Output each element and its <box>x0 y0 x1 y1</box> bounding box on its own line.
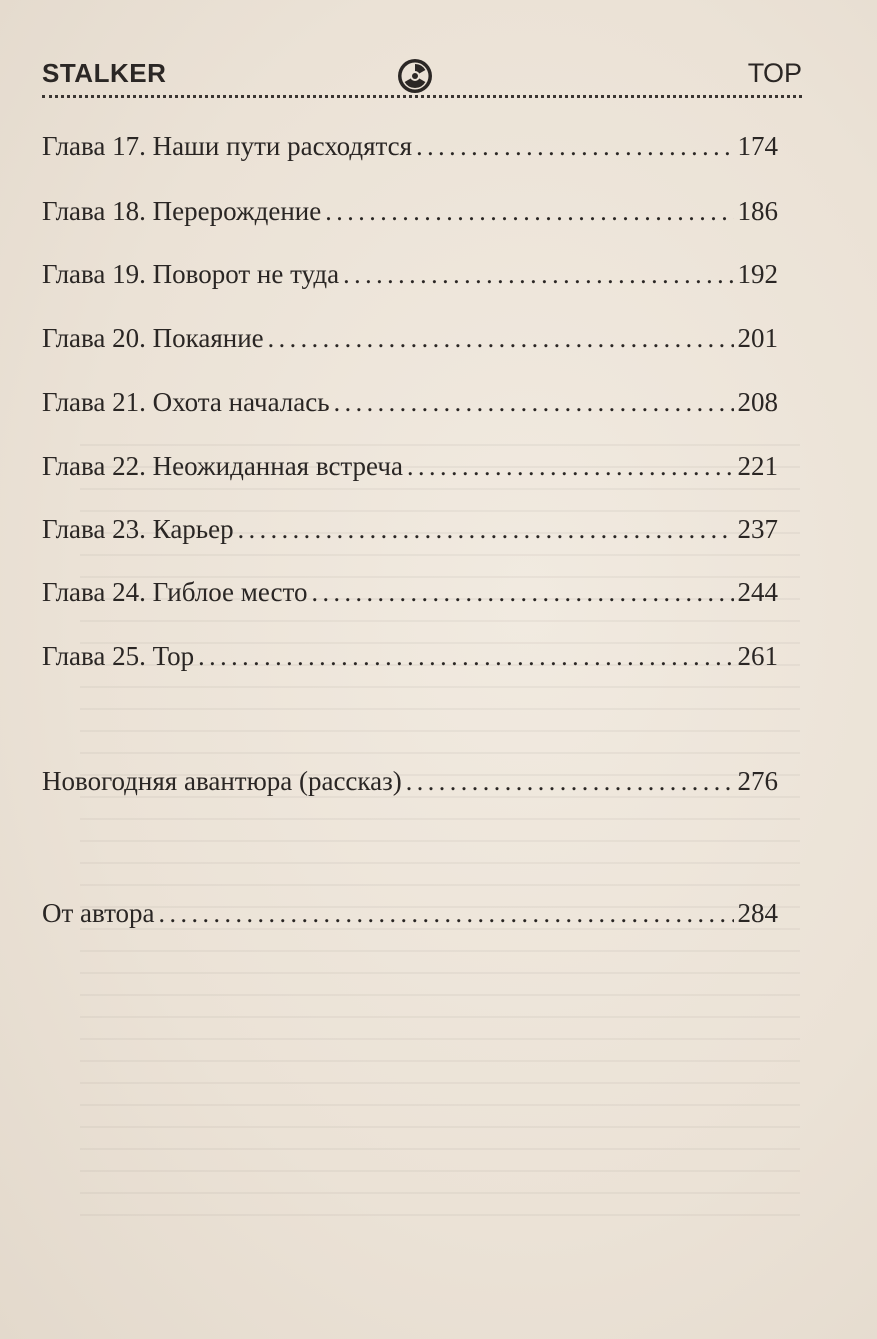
toc-entry-title: Глава 23. Карьер <box>42 514 234 544</box>
toc-entry-title: Глава 18. Перерождение <box>42 196 322 226</box>
radiation-icon <box>397 58 433 94</box>
toc-entry-title: Новогодняя авантюра (рассказ) <box>42 766 402 796</box>
toc-entry-title: Глава 21. Охота началась <box>42 387 330 417</box>
toc-entry-page: 237 <box>737 514 778 544</box>
toc-entry-title: Глава 22. Неожиданная встреча <box>42 451 403 481</box>
toc-entry <box>42 191 778 231</box>
dot-leader <box>159 894 734 934</box>
running-header <box>42 58 802 98</box>
toc-entry-page: 276 <box>737 766 778 796</box>
toc-entry-page: 261 <box>737 641 778 671</box>
toc-entry-title: От автора <box>42 898 155 928</box>
dot-leader <box>198 637 733 677</box>
toc-entry-page: 192 <box>737 259 778 289</box>
toc-entry-title: Глава 17. Наши пути расходятся <box>42 131 413 161</box>
dot-leader <box>416 127 733 167</box>
toc-entry <box>42 126 778 166</box>
toc-entry <box>42 572 778 612</box>
toc-entry-page: 284 <box>737 898 778 928</box>
toc-entry-title: Глава 19. Поворот не туда <box>42 259 340 289</box>
toc-entry <box>42 893 778 933</box>
dot-leader <box>268 319 734 359</box>
toc-entry-page: 208 <box>737 387 778 417</box>
toc-entry-page: 221 <box>737 451 778 481</box>
toc-entry <box>42 509 778 549</box>
dot-leader <box>406 762 734 802</box>
dot-leader <box>238 510 734 550</box>
toc-entry <box>42 446 778 486</box>
toc-entry-title: Глава 25. Тор <box>42 641 195 671</box>
toc-entry-page: 186 <box>737 196 778 226</box>
toc-entry-title: Глава 20. Покаяние <box>42 323 264 353</box>
toc-entry <box>42 636 778 676</box>
toc-entry-page: 244 <box>737 577 778 607</box>
reverse-side-bleed <box>80 430 800 1230</box>
toc-entry-page: 201 <box>737 323 778 353</box>
book-title: ТОР <box>747 58 802 88</box>
dot-leader <box>334 383 734 423</box>
dot-leader <box>407 447 734 487</box>
series-name: STALKER <box>42 58 167 88</box>
dot-leader <box>311 573 733 613</box>
toc-entry <box>42 318 778 358</box>
toc-entry <box>42 382 778 422</box>
toc-entry <box>42 254 778 294</box>
header-divider <box>42 95 802 98</box>
dot-leader <box>325 192 733 232</box>
toc-entry-title: Глава 24. Гиблое место <box>42 577 308 607</box>
toc-entry <box>42 761 778 801</box>
toc-entry-page: 174 <box>737 131 778 161</box>
dot-leader <box>343 255 733 295</box>
